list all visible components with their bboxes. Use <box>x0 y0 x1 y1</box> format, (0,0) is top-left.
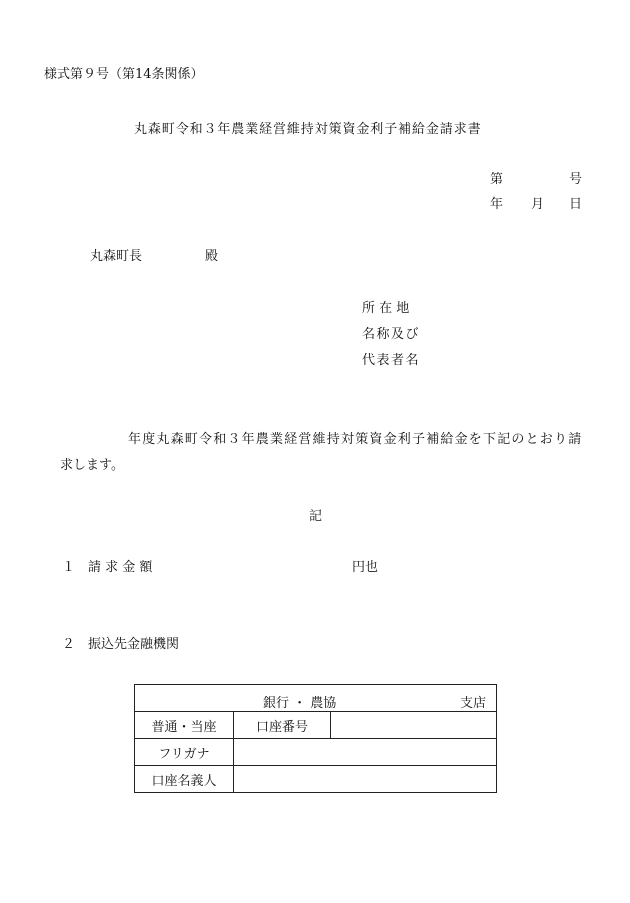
account-row <box>135 712 497 739</box>
date-day: 日 <box>569 197 583 212</box>
representative-label: 代表者名 <box>362 353 421 368</box>
address-label: 所 在 地 <box>362 301 410 316</box>
holder-label: 口座名義人 <box>135 766 234 793</box>
doc-number-suffix: 号 <box>569 172 583 187</box>
document-title: 丸森町令和３年農業経営維持対策資金利子補給金請求書 <box>134 122 482 137</box>
name-label: 名称及び <box>362 327 421 342</box>
account-type-label[interactable]: 普通・当座 <box>135 712 234 739</box>
form-number: 様式第９号（第14条関係） <box>44 67 204 82</box>
ki-heading: 記 <box>309 509 323 524</box>
branch-label: 支店 <box>460 696 487 711</box>
bank-name-cell[interactable] <box>135 685 497 712</box>
bank-row <box>135 685 497 712</box>
item2-label: 振込先金融機関 <box>88 637 180 652</box>
addressee-honorific: 殿 <box>205 249 219 264</box>
furigana-field[interactable] <box>234 739 497 766</box>
account-number-label: 口座番号 <box>234 712 331 739</box>
item2-number: ２ <box>62 637 76 652</box>
body-line-1: 年度丸森町令和３年農業経営維持対策資金利子補給金を下記のとおり請 <box>128 432 583 447</box>
bank-account-table <box>134 684 497 793</box>
item1-number: １ <box>62 560 76 575</box>
item1-label: 請 求 金 額 <box>88 560 153 575</box>
holder-row <box>135 766 497 793</box>
item1-unit: 円也 <box>352 560 379 575</box>
body-line-2: 求します。 <box>60 458 124 473</box>
furigana-row <box>135 739 497 766</box>
doc-number-prefix: 第 <box>490 172 504 187</box>
bank-label: 銀行 ・ 農協 <box>263 696 337 711</box>
date-year: 年 <box>490 197 504 212</box>
date-month: 月 <box>531 197 545 212</box>
furigana-label: フリガナ <box>135 739 234 766</box>
addressee-name: 丸森町長 <box>90 249 143 264</box>
holder-field[interactable] <box>234 766 497 793</box>
account-number-field[interactable] <box>331 712 497 739</box>
